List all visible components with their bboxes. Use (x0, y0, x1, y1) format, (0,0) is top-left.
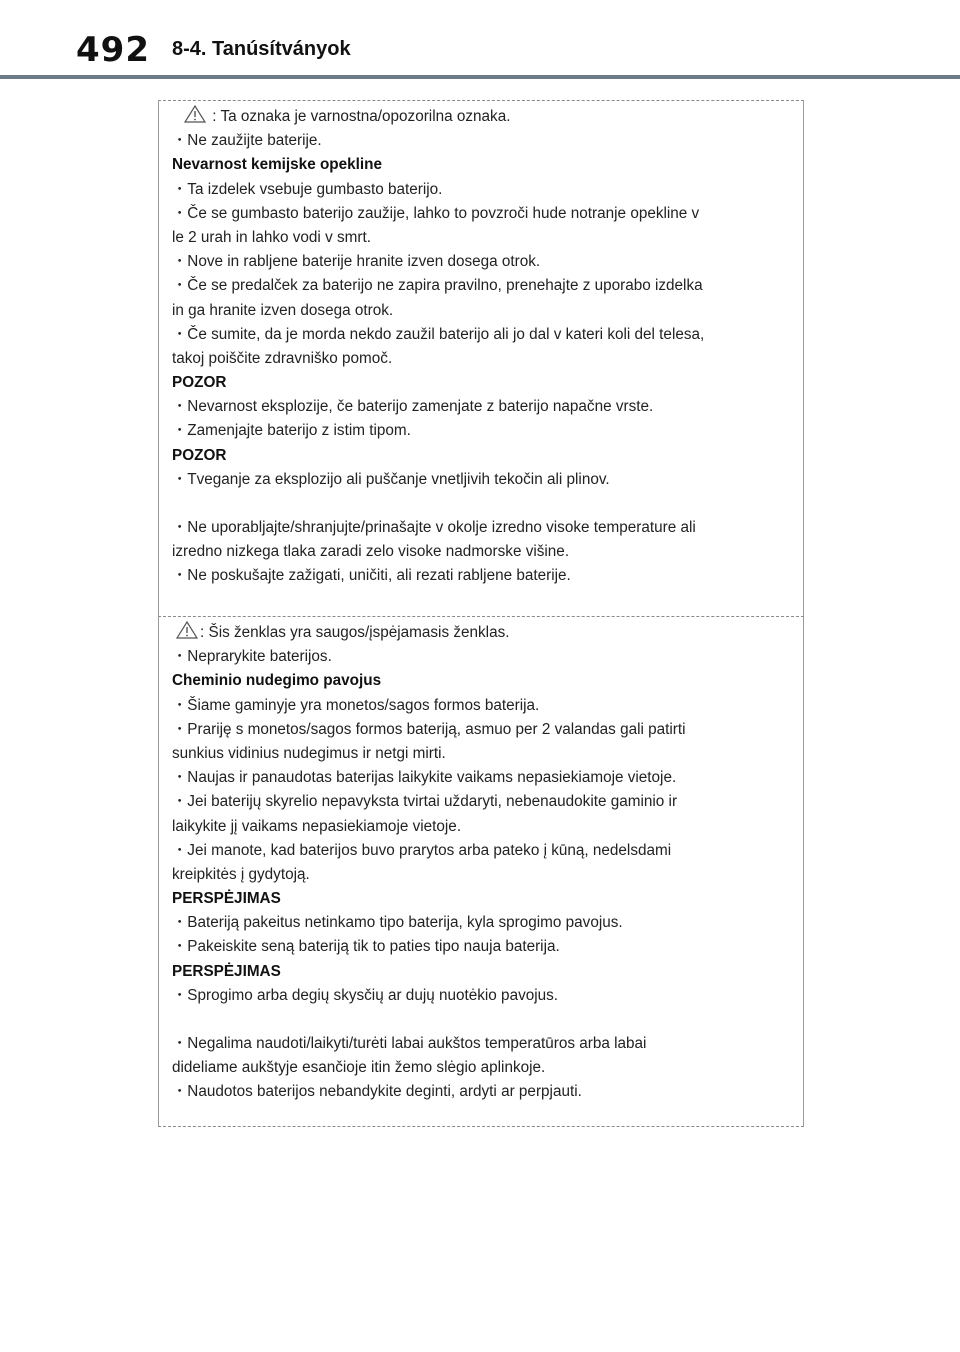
section-title: 8-4. Tanúsítványok (172, 38, 351, 60)
text-line: ・Ne zaužijte baterije. (172, 132, 322, 150)
text-line: ・Bateriją pakeitus netinkamo tipo baterija, kyla sprogimo pavojus. (172, 914, 623, 932)
text-line: ・Tveganje za eksplozijo ali puščanje vnetljivih tekočin ali plinov. (172, 470, 610, 488)
paragraph-gap (172, 1008, 791, 1032)
lithuanian-symbol-text: : Šis ženklas yra saugos/įspėjamasis ženklas. (200, 624, 510, 641)
text-line: ・Ne poskušajte zažigati, uničiti, ali rezati rabljene baterije. (172, 567, 571, 585)
lithuanian-warning-box (158, 617, 804, 1127)
heading-line: PERSPĖJIMAS (172, 890, 281, 908)
text-line: ・Neprarykite baterijos. (172, 648, 332, 666)
text-line: kreipkitės į gydytoją. (172, 865, 310, 883)
slovenian-warning-box (158, 100, 804, 617)
text-line: ・Sprogimo arba degių skysčių ar dujų nuotėkio pavojus. (172, 986, 559, 1004)
page-number: 492 (76, 30, 150, 70)
text-line: ・Nevarnost eksplozije, če baterijo zamenjate z baterijo napačne vrste. (172, 398, 654, 416)
text-line: ・Jei baterijų skyrelio nepavyksta tvirtai uždaryti, nebenaudokite gaminio ir (172, 793, 678, 811)
text-line: ・Pakeiskite seną bateriją tik to paties tipo nauja baterija. (172, 938, 560, 956)
heading-line: PERSPĖJIMAS (172, 962, 281, 980)
paragraph-gap (172, 492, 791, 516)
text-line: laikykite jį vaikams nepasiekiamoje vietoje. (172, 817, 462, 835)
text-line: ・Jei manote, kad baterijos buvo prarytos arba pateko į kūną, nedelsdami (172, 841, 672, 859)
heading-line: Cheminio nudegimo pavojus (172, 672, 382, 690)
text-line: ・Če sumite, da je morda nekdo zaužil baterijo ali jo dal v kateri koli del telesa, (172, 325, 705, 343)
text-line: ・Če se predalček za baterijo ne zapira pravilno, prenehajte z uporabo izdelka (172, 277, 703, 295)
text-line: ・Zamenjajte baterijo z istim tipom. (172, 422, 411, 440)
text-line: ・Ta izdelek vsebuje gumbasto baterijo. (172, 180, 443, 198)
text-line: ・Ne uporabljajte/shranjujte/prinašajte v okolje izredno visoke temperature ali (172, 519, 696, 536)
text-line: ・Prariję s monetos/sagos formos bateriją, asmuo per 2 valandas gali patirti (172, 720, 686, 738)
text-line: sunkius vidinius nudegimus ir netgi mirti. (172, 744, 446, 762)
text-line: ・Če se gumbasto baterijo zaužije, lahko to povzroči hude notranje opekline v (172, 204, 700, 222)
slovenian-text-lines (172, 129, 791, 588)
text-line: ・Naujas ir panaudotas baterijas laikykite vaikams nepasiekiamoje vietoje. (172, 769, 677, 787)
text-line: in ga hranite izven dosega otrok. (172, 301, 394, 319)
heading-line: Nevarnost kemijske opekline (172, 156, 383, 174)
text-line: ・Negalima naudoti/laikyti/turėti labai aukštos temperatūros arba labai (172, 1035, 647, 1052)
text-line: ・Naudotos baterijos nebandykite deginti, ardyti ar perpjauti. (172, 1083, 582, 1101)
slovenian-symbol-line (172, 105, 791, 129)
heading-line: POZOR (172, 374, 227, 392)
lithuanian-symbol-line (172, 621, 791, 645)
header-rule (0, 75, 960, 79)
text-line: dideliame aukštyje esančioje itin žemo slėgio aplinkoje. (172, 1059, 546, 1077)
text-line: ・Šiame gaminyje yra monetos/sagos formos baterija. (172, 696, 540, 714)
text-line: takoj poiščite zdravniško pomoč. (172, 349, 393, 367)
text-line: le 2 urah in lahko vodi v smrt. (172, 228, 371, 246)
slovenian-symbol-text: : Ta oznaka je varnostna/opozorilna oznaka. (208, 108, 511, 125)
text-line: izredno nizkega tlaka zaradi zelo visoke nadmorske višine. (172, 543, 570, 561)
lithuanian-text-lines (172, 645, 791, 1104)
warning-triangle-icon (176, 621, 198, 639)
warning-triangle-icon (184, 105, 206, 123)
heading-line: POZOR (172, 446, 227, 464)
text-line: ・Nove in rabljene baterije hranite izven dosega otrok. (172, 253, 541, 271)
